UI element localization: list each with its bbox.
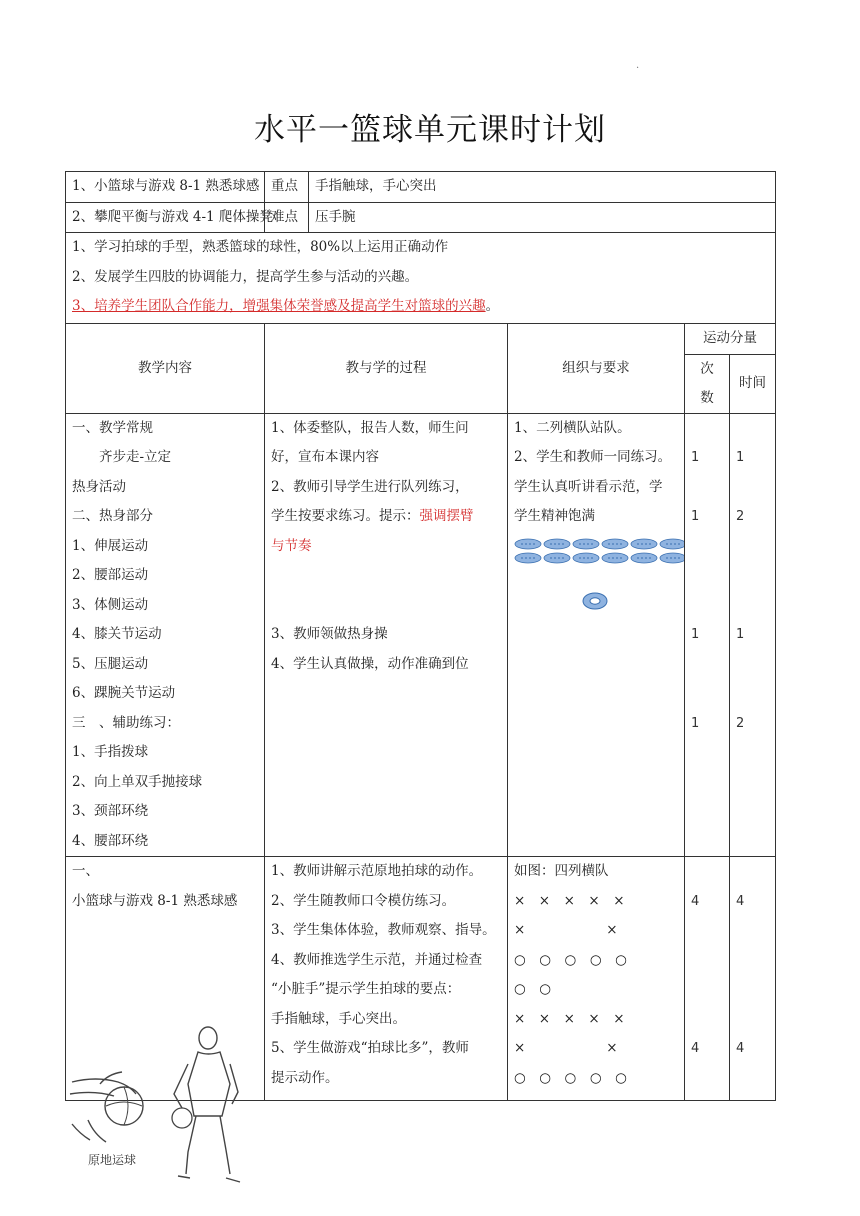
hand-sketch: [70, 1072, 136, 1142]
objectives-cell: [66, 233, 776, 324]
student-marker: [515, 553, 541, 563]
header-dot: .: [636, 60, 640, 71]
section1-content: 一、教学常规 齐步走-立定 热身活动 二、热身部分 1、伸展运动 2、腰部运动 3、体侧运动 4、膝关节运动 5、压腿运动 6、踝腕关节运动 三 、辅助练习： 1、手指拨球 2、向上单双手抛接球 3、颈部环绕 4、腰部环绕: [66, 413, 265, 857]
student-marker: [544, 553, 570, 563]
section2-counts: 4 4: [685, 857, 730, 1101]
student-marker: [573, 553, 599, 563]
formation-row: × ×: [514, 922, 618, 938]
formation-row: ○ ○ ○ ○ ○: [514, 951, 627, 968]
section2-times: 4 4: [730, 857, 776, 1101]
student-marker: [573, 539, 599, 549]
ball-2: [172, 1108, 192, 1128]
header-process: 教与学的过程: [265, 324, 508, 414]
emphasis-text: 强调摆臂: [419, 508, 474, 524]
section2-organization: 如图：四列横队 × × × × × × × ○ ○ ○ ○ ○ ○ ○ × × × × × × × ○ ○ ○ ○ ○: [508, 857, 685, 1101]
dribbling-illustration: [66, 1024, 256, 1194]
header-time: 时间: [730, 354, 776, 413]
section1-counts: 1 1 1 1: [685, 413, 730, 857]
student-marker: [631, 539, 657, 549]
header-organization: 组织与要求: [508, 324, 685, 414]
student-marker: [631, 553, 657, 563]
formation-row: ○ ○: [514, 981, 552, 997]
section1-process: 1、体委整队，报告人数，师生问 好，宣布本课内容 2、教师引导学生进行队列练习， 学生按要求练习。提示：强调摆臂 与节奏 3、教师领做热身操 4、学生认真做操，动作准确到位: [265, 413, 508, 857]
difficulty-value: 压手腕: [309, 202, 776, 233]
formation-row: × × × × ×: [514, 892, 625, 909]
student-marker: [602, 553, 628, 563]
student-marker: [515, 539, 541, 549]
formation-row: × ×: [514, 1040, 618, 1056]
section2-process: 1、教师讲解示范原地拍球的动作。 2、学生随教师口令模仿练习。 3、学生集体体验，教师观察、指导。 4、教师推选学生示范，并通过检查 “小脏手”提示学生拍球的要点： 手指触球，手心突出。 5、学生做游戏“拍球比多”，教师 提示动作。: [265, 857, 508, 1101]
section2-content: 一、 小篮球与游戏 8-1 熟悉球感: [66, 857, 265, 1101]
formation-row: ○ ○ ○ ○ ○: [514, 1069, 627, 1086]
section1-times: 1 2 1 2: [730, 413, 776, 857]
header-load: 运动分量: [685, 324, 776, 355]
difficulty-label: 难点: [265, 202, 309, 233]
formation-rank-1: [515, 539, 684, 549]
topic-1: 1、小篮球与游戏 8-1 熟悉球感: [66, 172, 265, 203]
key-point-value: 手指触球，手心突出: [309, 172, 776, 203]
page-title: 水平一篮球单元课时计划: [254, 112, 606, 148]
student-marker: [544, 539, 570, 549]
objective-2: 2、发展学生四肢的协调能力，提高学生参与活动的兴趣。: [72, 268, 419, 285]
formation-row: × × × × ×: [514, 1010, 625, 1027]
player-sketch: [174, 1027, 240, 1182]
header-count: 次 数: [685, 354, 730, 413]
section1-organization: 1、二列横队站队。 2、学生和教师一同练习。 学生认真听讲看示范，学 学生精神饱满: [508, 413, 685, 857]
header-content: 教学内容: [66, 324, 265, 414]
figure-caption: 原地运球: [88, 1153, 137, 1167]
objective-1: 1、学习拍球的手型，熟悉篮球的球性，80%以上运用正确动作: [72, 239, 449, 255]
student-marker: [602, 539, 628, 549]
topic-2: 2、攀爬平衡与游戏 4-1 爬体操凳: [66, 202, 265, 233]
ball-1: [105, 1087, 143, 1125]
two-rank-formation-diagram: [514, 538, 684, 618]
lesson-plan-table: [65, 171, 776, 1101]
objective-3: 3、培养学生团队合作能力，增强集体荣誉感及提高学生对篮球的兴趣。: [72, 298, 500, 314]
formation-rank-2: [515, 553, 684, 563]
teacher-marker: [583, 593, 607, 609]
key-point-label: 重点: [265, 172, 309, 203]
